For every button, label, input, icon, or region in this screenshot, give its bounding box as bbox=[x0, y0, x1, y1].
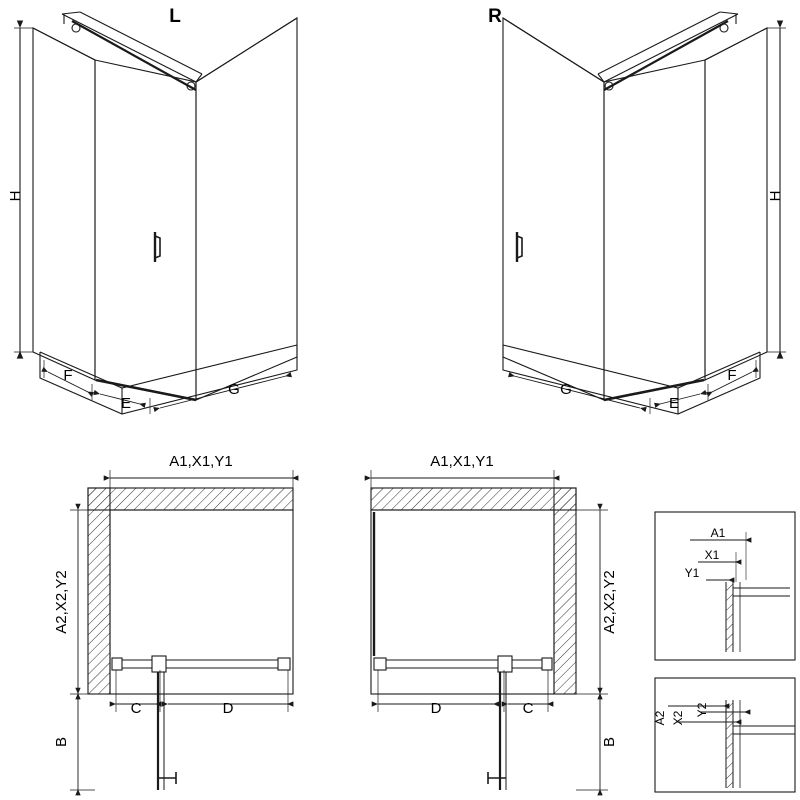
label-iso-left-f: F bbox=[63, 367, 73, 384]
detail-bottom-box bbox=[655, 678, 795, 792]
label-detail-top-a1: A1 bbox=[710, 526, 726, 540]
label-plan-right-d: D bbox=[430, 700, 442, 717]
plan-view-right bbox=[371, 470, 608, 790]
label-detail-top-y1: Y1 bbox=[684, 566, 700, 580]
label-plan-left-b: B bbox=[53, 736, 70, 748]
label-plan-left-c: C bbox=[130, 700, 142, 717]
plan-view-left bbox=[70, 470, 293, 790]
label-iso-right-g: G bbox=[560, 381, 572, 398]
iso-view-right bbox=[503, 12, 786, 414]
label-view-right: R bbox=[488, 6, 502, 27]
label-plan-right-c: C bbox=[522, 700, 534, 717]
label-iso-right-f: F bbox=[727, 367, 737, 384]
label-plan-right-top-dim: A1,X1,Y1 bbox=[430, 453, 494, 470]
label-iso-left-e: E bbox=[120, 395, 132, 412]
label-plan-left-top-dim: A1,X1,Y1 bbox=[169, 453, 233, 470]
label-iso-left-g: G bbox=[228, 381, 240, 398]
label-plan-right-b: B bbox=[601, 736, 618, 748]
label-detail-bottom-a2: A2 bbox=[653, 710, 667, 726]
label-plan-left-d: D bbox=[222, 700, 234, 717]
label-iso-left-h: H bbox=[7, 190, 24, 202]
iso-view-left bbox=[14, 12, 297, 414]
label-detail-top-x1: X1 bbox=[704, 548, 720, 562]
label-plan-right-side-dim: A2,X2,Y2 bbox=[601, 570, 618, 634]
label-detail-bottom-x2: X2 bbox=[671, 710, 685, 726]
label-iso-right-e: E bbox=[668, 395, 680, 412]
label-iso-right-h: H bbox=[767, 190, 784, 202]
label-detail-bottom-y2: Y2 bbox=[695, 702, 709, 718]
label-view-left: L bbox=[169, 6, 181, 27]
label-plan-left-side-dim: A2,X2,Y2 bbox=[53, 570, 70, 634]
